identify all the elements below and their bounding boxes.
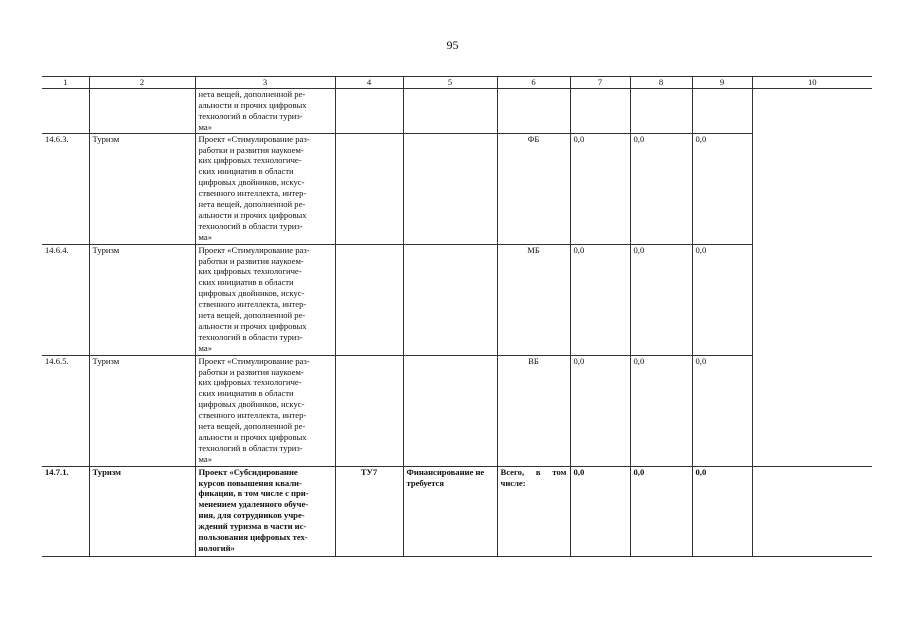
header-cell: 1 <box>42 77 89 89</box>
row-col8: 0,0 <box>630 466 692 556</box>
row-executor: ТУ7 <box>335 466 403 556</box>
row-name: Туризм <box>89 466 195 556</box>
row-col4 <box>335 89 403 134</box>
header-cell: 8 <box>630 77 692 89</box>
row-source: МБ <box>497 244 570 355</box>
header-cell: 3 <box>195 77 335 89</box>
row-name: Туризм <box>89 355 195 466</box>
row-number: 14.6.4. <box>42 244 89 355</box>
row-col10 <box>752 466 872 556</box>
row-col9 <box>692 89 752 134</box>
row-col5 <box>403 355 497 466</box>
table-row <box>42 244 872 355</box>
row-col7: 0,0 <box>570 466 630 556</box>
row-number: 14.7.1. <box>42 466 89 556</box>
table-row <box>42 89 872 134</box>
header-cell: 2 <box>89 77 195 89</box>
row-col5 <box>403 89 497 134</box>
table-row <box>42 466 872 556</box>
row-col4 <box>335 244 403 355</box>
row-col7: 0,0 <box>570 133 630 244</box>
row-source <box>497 89 570 134</box>
row-col9: 0,0 <box>692 355 752 466</box>
row-source: Всего, в том числе: <box>497 466 570 556</box>
table-header-row <box>42 77 872 89</box>
row-col10 <box>752 89 872 467</box>
row-description: Проект «Стимулирование раз- работки и развития наукоем- ких цифровых технологиче- ских инициатив в области цифровых двойников, искус- ственного интеллекта, интер- нета вещей, дополненной ре- альности и прочих цифровых технологий в области туриз- ма» <box>195 133 335 244</box>
row-source: ФБ <box>497 133 570 244</box>
row-financing-note: Финансирование не требуется <box>403 466 497 556</box>
header-cell: 7 <box>570 77 630 89</box>
row-col8 <box>630 89 692 134</box>
row-col9: 0,0 <box>692 244 752 355</box>
row-description: Проект «Стимулирование раз- работки и развития наукоем- ких цифровых технологиче- ских инициатив в области цифровых двойников, искус- ственного интеллекта, интер- нета вещей, дополненной ре- альности и прочих цифровых технологий в области туриз- ма» <box>195 244 335 355</box>
row-col5 <box>403 133 497 244</box>
budget-table <box>42 76 872 557</box>
page-number: 95 <box>446 38 459 52</box>
row-col8: 0,0 <box>630 355 692 466</box>
row-col9: 0,0 <box>692 466 752 556</box>
header-cell: 6 <box>497 77 570 89</box>
table-row <box>42 133 872 244</box>
row-col8: 0,0 <box>630 133 692 244</box>
row-name: Туризм <box>89 244 195 355</box>
row-col7: 0,0 <box>570 244 630 355</box>
header-cell: 5 <box>403 77 497 89</box>
row-col4 <box>335 133 403 244</box>
row-description: Проект «Субсидирование курсов повышения квали- фикации, в том числе с при- менением удаленного обуче- ния, для сотрудников учре- ждений туризма в части ис- пользования цифровых тех- нологий» <box>195 466 335 556</box>
row-description: Проект «Стимулирование раз- работки и развития наукоем- ких цифровых технологиче- ских инициатив в области цифровых двойников, искус- ственного интеллекта, интер- нета вещей, дополненной ре- альности и прочих цифровых технологий в области туриз- ма» <box>195 355 335 466</box>
row-description: нета вещей, дополненной ре- альности и прочих цифровых технологий в области туриз- ма» <box>195 89 335 134</box>
row-col8: 0,0 <box>630 244 692 355</box>
row-source: ВБ <box>497 355 570 466</box>
row-name: Туризм <box>89 133 195 244</box>
header-cell: 9 <box>692 77 752 89</box>
header-cell: 4 <box>335 77 403 89</box>
row-col7 <box>570 89 630 134</box>
header-cell: 10 <box>752 77 872 89</box>
row-number: 14.6.5. <box>42 355 89 466</box>
row-col7: 0,0 <box>570 355 630 466</box>
table-row <box>42 355 872 466</box>
row-col5 <box>403 244 497 355</box>
row-col4 <box>335 355 403 466</box>
row-number: 14.6.3. <box>42 133 89 244</box>
row-name <box>89 89 195 134</box>
row-number <box>42 89 89 134</box>
row-col9: 0,0 <box>692 133 752 244</box>
